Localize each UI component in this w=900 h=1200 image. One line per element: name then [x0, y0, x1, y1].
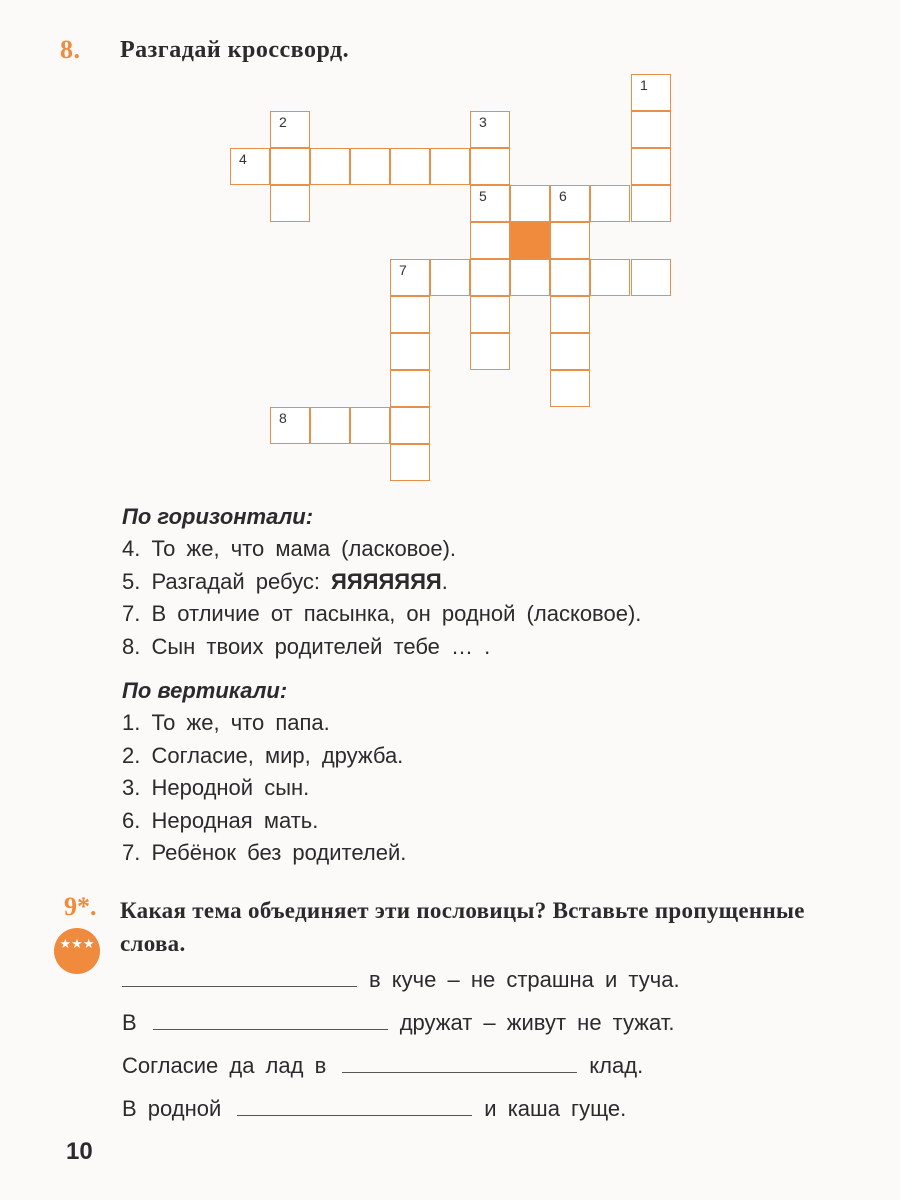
crossword-cell[interactable] — [430, 148, 470, 185]
clue-down-7: 7. Ребёнок без родителей. — [122, 840, 407, 865]
clue-number: 6 — [559, 188, 567, 204]
proverb-text: В родной — [122, 1096, 222, 1121]
crossword-cell[interactable] — [390, 148, 430, 185]
across-clues — [122, 504, 641, 663]
crossword-cell[interactable] — [470, 296, 510, 333]
clue-number: 2 — [279, 114, 287, 130]
crossword-cell[interactable] — [631, 185, 671, 222]
crossword-cell[interactable] — [310, 407, 350, 444]
down-clues — [122, 678, 406, 870]
clue-number: 8 — [279, 410, 287, 426]
crossword-cell[interactable] — [270, 185, 310, 222]
proverb-3 — [122, 1052, 643, 1079]
clue-down-3: 3. Неродной сын. — [122, 775, 310, 800]
crossword-cell[interactable] — [390, 370, 430, 407]
difficulty-stars-icon: ★★★ — [54, 928, 100, 974]
across-heading: По горизонтали: — [122, 504, 314, 529]
crossword-cell[interactable] — [390, 444, 430, 481]
answer-blank[interactable] — [153, 1009, 388, 1030]
proverb-2 — [122, 1009, 674, 1036]
crossword-cell[interactable] — [390, 296, 430, 333]
proverb-text: клад. — [589, 1053, 644, 1078]
crossword-cell[interactable] — [510, 185, 550, 222]
clue-number: 5 — [479, 188, 487, 204]
crossword-cell[interactable] — [550, 259, 590, 296]
crossword-cell[interactable] — [550, 333, 590, 370]
crossword-cell[interactable] — [470, 185, 510, 222]
proverb-text: дружат – живут не тужат. — [399, 1010, 675, 1035]
proverb-1 — [122, 966, 680, 993]
answer-blank[interactable] — [237, 1095, 472, 1116]
crossword-cell[interactable] — [590, 259, 630, 296]
crossword-cell[interactable] — [470, 259, 510, 296]
proverb-text: Согласие да лад в — [122, 1053, 327, 1078]
crossword-cell[interactable] — [550, 222, 590, 259]
exercise-8-number: 8. — [60, 35, 81, 64]
crossword-cell[interactable] — [270, 407, 310, 444]
answer-blank[interactable] — [122, 966, 357, 987]
clue-number: 4 — [239, 151, 247, 167]
clue-across-5 — [122, 566, 641, 599]
crossword-cell[interactable] — [550, 185, 590, 222]
clue-punctuation: . — [441, 568, 448, 594]
answer-blank[interactable] — [342, 1052, 577, 1073]
exercise-9-number: 9*. — [64, 892, 97, 921]
clue-down-1: 1. То же, что папа. — [122, 710, 330, 735]
crossword-cell[interactable] — [631, 148, 671, 185]
clue-across-8: 8. Сын твоих родителей тебе … . — [122, 633, 491, 659]
crossword-cell[interactable] — [390, 407, 430, 444]
crossword-cell[interactable] — [270, 111, 310, 148]
exercise-9-title: Какая тема объединяет эти пословицы? Вставьте пропущенные слова. — [120, 898, 805, 956]
crossword-cell[interactable] — [390, 333, 430, 370]
crossword-cell[interactable] — [270, 148, 310, 185]
clue-down-6: 6. Неродная мать. — [122, 807, 319, 833]
down-heading: По вертикали: — [122, 678, 288, 703]
crossword-cell[interactable] — [550, 296, 590, 333]
crossword-cell[interactable] — [470, 148, 510, 185]
clue-down-2: 2. Согласие, мир, дружба. — [122, 742, 404, 768]
crossword-cell[interactable] — [510, 259, 550, 296]
crossword-cell[interactable] — [430, 259, 470, 296]
crossword-cell[interactable] — [590, 185, 630, 222]
crossword-cell[interactable] — [350, 148, 390, 185]
rebus-text: ЯЯЯЯЯЯЯ — [331, 568, 442, 594]
crossword-cell[interactable] — [350, 407, 390, 444]
clue-across-4: 4. То же, что мама (ласковое). — [122, 536, 457, 561]
proverb-text: и каша гуще. — [484, 1096, 627, 1121]
crossword-cell[interactable] — [631, 74, 671, 111]
crossword-cell[interactable] — [470, 333, 510, 370]
crossword-cell[interactable] — [470, 111, 510, 148]
crossword-cell[interactable] — [390, 259, 430, 296]
crossword-cell[interactable] — [310, 148, 350, 185]
clue-number: 1 — [640, 77, 648, 93]
proverb-text: В — [122, 1010, 137, 1035]
clue-text: 5. Разгадай ребус: — [122, 568, 332, 594]
filled-block — [510, 222, 550, 259]
crossword-cell[interactable] — [550, 370, 590, 407]
proverb-text: в куче – не страшна и туча. — [369, 967, 680, 992]
crossword-cell[interactable] — [230, 148, 270, 185]
crossword-cell[interactable] — [470, 222, 510, 259]
crossword-cell[interactable] — [631, 111, 671, 148]
clue-number: 7 — [399, 262, 407, 278]
exercise-8-title: Разгадай кроссворд. — [120, 37, 350, 63]
clue-number: 3 — [479, 114, 487, 130]
proverb-4 — [122, 1095, 626, 1122]
crossword-cell[interactable] — [631, 259, 671, 296]
page-number: 10 — [66, 1138, 93, 1165]
clue-across-7: 7. В отличие от пасынка, он родной (ласковое). — [122, 601, 642, 626]
